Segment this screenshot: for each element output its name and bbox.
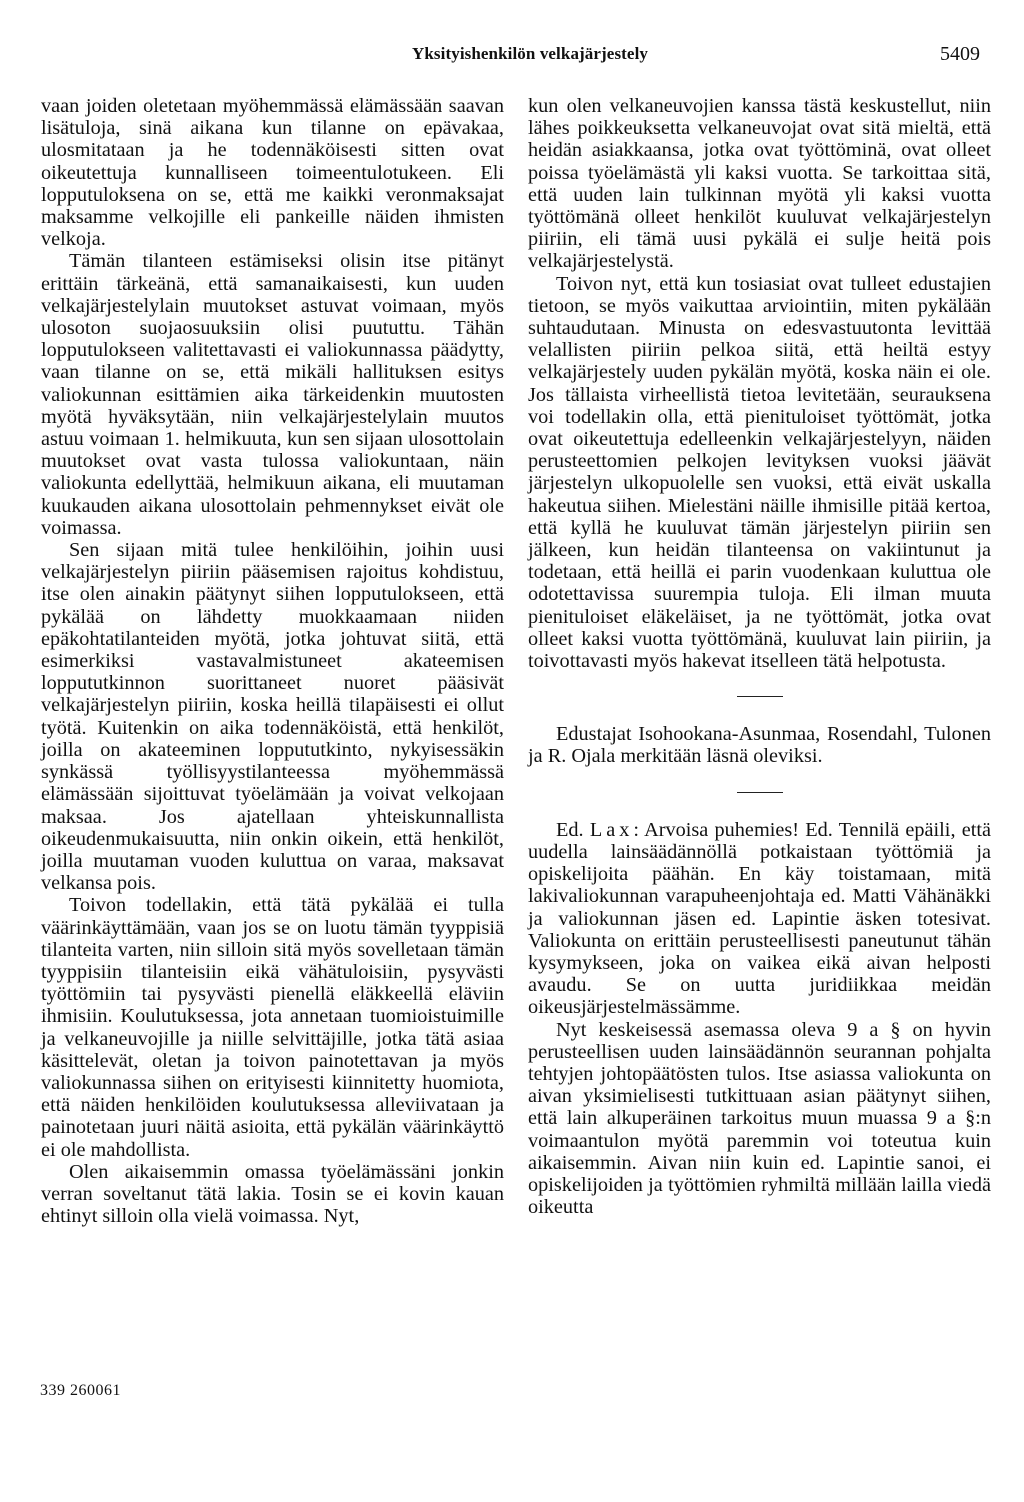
paragraph: vaan joiden oletetaan myöhemmässä elämässään saavan lisätuloja, sinä aikana kun tilanne on epävakaa, ulosmitataan ja he todennäköisesti sitten ovat oikeutettuja kunnalliseen toimeentulotukeen. Eli lopputuloksena on se, että me kaikki veronmaksajat maksamme velkojille eli pankeille näiden ihmisten velkoja. xyxy=(41,95,504,251)
speaker-prefix: Ed. xyxy=(556,818,584,841)
running-title: Yksityishenkilön velkajärjestely xyxy=(411,44,648,63)
speaker-colon: : xyxy=(633,818,639,841)
speaker-name: Lax xyxy=(589,818,634,841)
paragraph: kun olen velkaneuvojien kanssa tästä keskustellut, niin lähes poikkeuksetta velkaneuvojat ovat sitä mieltä, että heidän asiakkaansa, jotka ovat työttöminä, ovat olleet poissa työelämästä yli kaksi vuotta. Se tarkoittaa sitä, että uuden lain tulkinnan myötä yli kaksi vuotta työttömänä olleet henkilöt kuuluvat velkajärjestelyn piiriin, eli tämä uusi pykälä ei sulje heitä pois velkajärjestelystä. xyxy=(528,95,991,273)
paragraph: Toivon nyt, että kun tosiasiat ovat tulleet edustajien tietoon, se myös vaikuttaa arviointiin, miten pykälään suhtaudutaan. Minusta on edesvastuutonta levittää velallisten piiriin pelkoa siitä, että heiltä estyy velkajärjestely uuden pykälän myötä, koska näin ei ole. Jos tällaista virheellistä tietoa levitetään, seurauksena voi todellakin olla, että pienituloiset työttömät, jotka ovat oikeutettuja edelleenkin velkajärjestelyyn, näiden perusteettomien pelkojen levityksen vuoksi jäävät järjestelyn ulkopuolelle sen vuoksi, että eivät uskalla hakeutua siihen. Mielestäni näille ihmisille pitää kertoa, että kyllä he kuuluvat tämän järjestelyn piiriin sen jälkeen, kun heidän tilanteensa on vakiintunut ja todetaan, että heillä ei parin vuodenkaan kuluttua ole odotettavissa suurempia tuloja. Eli ilman muuta pienituloiset eläkeläiset, ja ne työttömät, jotka ovat olleet kaksi vuotta työttömänä, kuuluvat lain piiriin, ja toivottavasti myös hakevat itselleen tätä helpotusta. xyxy=(528,272,991,673)
page-number: 5409 xyxy=(940,43,980,65)
paragraph: Tämän tilanteen estämiseksi olisin itse pitänyt erittäin tärkeänä, että samanaikaisesti, kun uuden velkajärjestelylain muutokset astuvat voimaan, myös ulosoton suojaosuuksiin olisi puututtu. Tähän lopputulokseen valitettavasti ei valiokunnassa päädytty, vaan tilanne on se, että mikäli hallituksen esitys valiokunnan esittämien aika tärkeidenkin muutosten myötä hyväksytään, niin velkajärjestelylain muutos astuu voimaan 1. helmikuuta, kun sen sijaan ulosottolain muutokset ovat vasta tulossa valiokuntaan, näin valiokunta edellyttää, helmikuun aikana, eli muutaman kuukauden aikana ulosottolain pehmennykset eivät ole voimassa. xyxy=(41,250,504,539)
left-column xyxy=(41,95,504,1227)
speech-paragraph xyxy=(528,819,991,1019)
paragraph: Toivon todellakin, että tätä pykälää ei tulla väärinkäyttämään, vaan jos se on luotu tämän tyyppisiä tilanteita varten, niin silloin sitä myös sovelletaan tämän tyyppisiin tilanteisiin eikä vähätuloisiin, pysyvästi työttömiin tai pysyvästi pienellä eläkkeellä eläviin ihmisiin. Koulutuksessa, jota annetaan tuomioistuimille ja velkaneuvojille ja niille selvittäjille, jotka tätä asiaa käsittelevät, oletan ja toivon painotettavan ja myös valiokunnassa siihen on erityisesti kiinnitetty huomiota, että näiden henkilöiden koulutuksessa alleviivataan ja painotetaan juuri näitä asioita, että pykälän väärinkäyttö ei ole mahdollista. xyxy=(41,894,504,1161)
paragraph: Olen aikaisemmin omassa työelämässäni jonkin verran soveltanut tätä lakia. Tosin se ei kovin kauan ehtinyt silloin olla vielä voimassa. Nyt, xyxy=(41,1160,504,1228)
paragraph: Nyt keskeisessä asemassa oleva 9 a § on hyvin perusteellisen uuden lainsäädännön seurannan pohjalta tehtyjen johtopäätösten tulos. Itse asiassa valiokunta on aivan yksimielisesti tutkittuaan asian päätynyt siihen, että lain alkuperäinen tarkoitus muun muassa 9 a §:n voimaantulon myötä paremmin voi toteutua kuin aikaisemmin. Aivan niin kuin ed. Lapintie sanoi, ei opiskelijoiden ja työttömien ryhmiltä millään lailla viedä oikeutta xyxy=(528,1018,991,1219)
speech-text: Arvoisa puhemies! Ed. Tennilä epäili, että uudella lainsäädännöllä potkaistaan työttömiä ja opiskelijoita päähän. En käy toistamaan, mitä lakivaliokunnan varapuheenjohtaja ed. Matti Vähänäkki ja valiokunnan jäsen ed. Lapintie äsken totesivat. Valiokunta on erittäin perusteellisesti paneutunut tähän kysymykseen, joka on vaikea eikä aivan helposti avaudu. Se on uutta juridiikkaa meidän oikeusjärjestelmässämme. xyxy=(528,818,991,1019)
section-divider xyxy=(737,696,783,697)
paragraph: Sen sijaan mitä tulee henkilöihin, joihin uusi velkajärjestelyn piiriin pääsemisen rajoitus kohdistuu, itse olen ainakin päätynyt siihen lopputulokseen, että pykälää on lähdetty muokkaamaan niiden epäkohtatilanteiden myötä, jotka johtuvat siitä, että esimerkiksi vastavalmistuneet akateemisen loppututkinnon suorittaneet nuoret pääsivät velkajärjestelyn piiriin, koska heillä tilapäisesti ei ollut työtä. Kuitenkin on aika todennäköistä, että henkilöt, joilla on akateeminen loppututkinto, nykyisessäkin synkässä työllisyystilanteessa myöhemmässä elämässään sijoittuvat työelämään ja voivat velkojaan maksaa. Jos ajatellaan yhteiskunnallista oikeudenmukaisuutta, niin onkin oikein, että henkilöt, joilla muutaman vuoden kuluttua on varaa, maksavat velkansa pois. xyxy=(41,539,504,895)
section-divider xyxy=(737,792,783,793)
right-column xyxy=(528,95,991,1218)
print-code: 339 260061 xyxy=(40,1382,121,1399)
attendance-note: Edustajat Isohookana-Asunmaa, Rosendahl, Tulonen ja R. Ojala merkitään läsnä oleviksi. xyxy=(528,723,991,768)
